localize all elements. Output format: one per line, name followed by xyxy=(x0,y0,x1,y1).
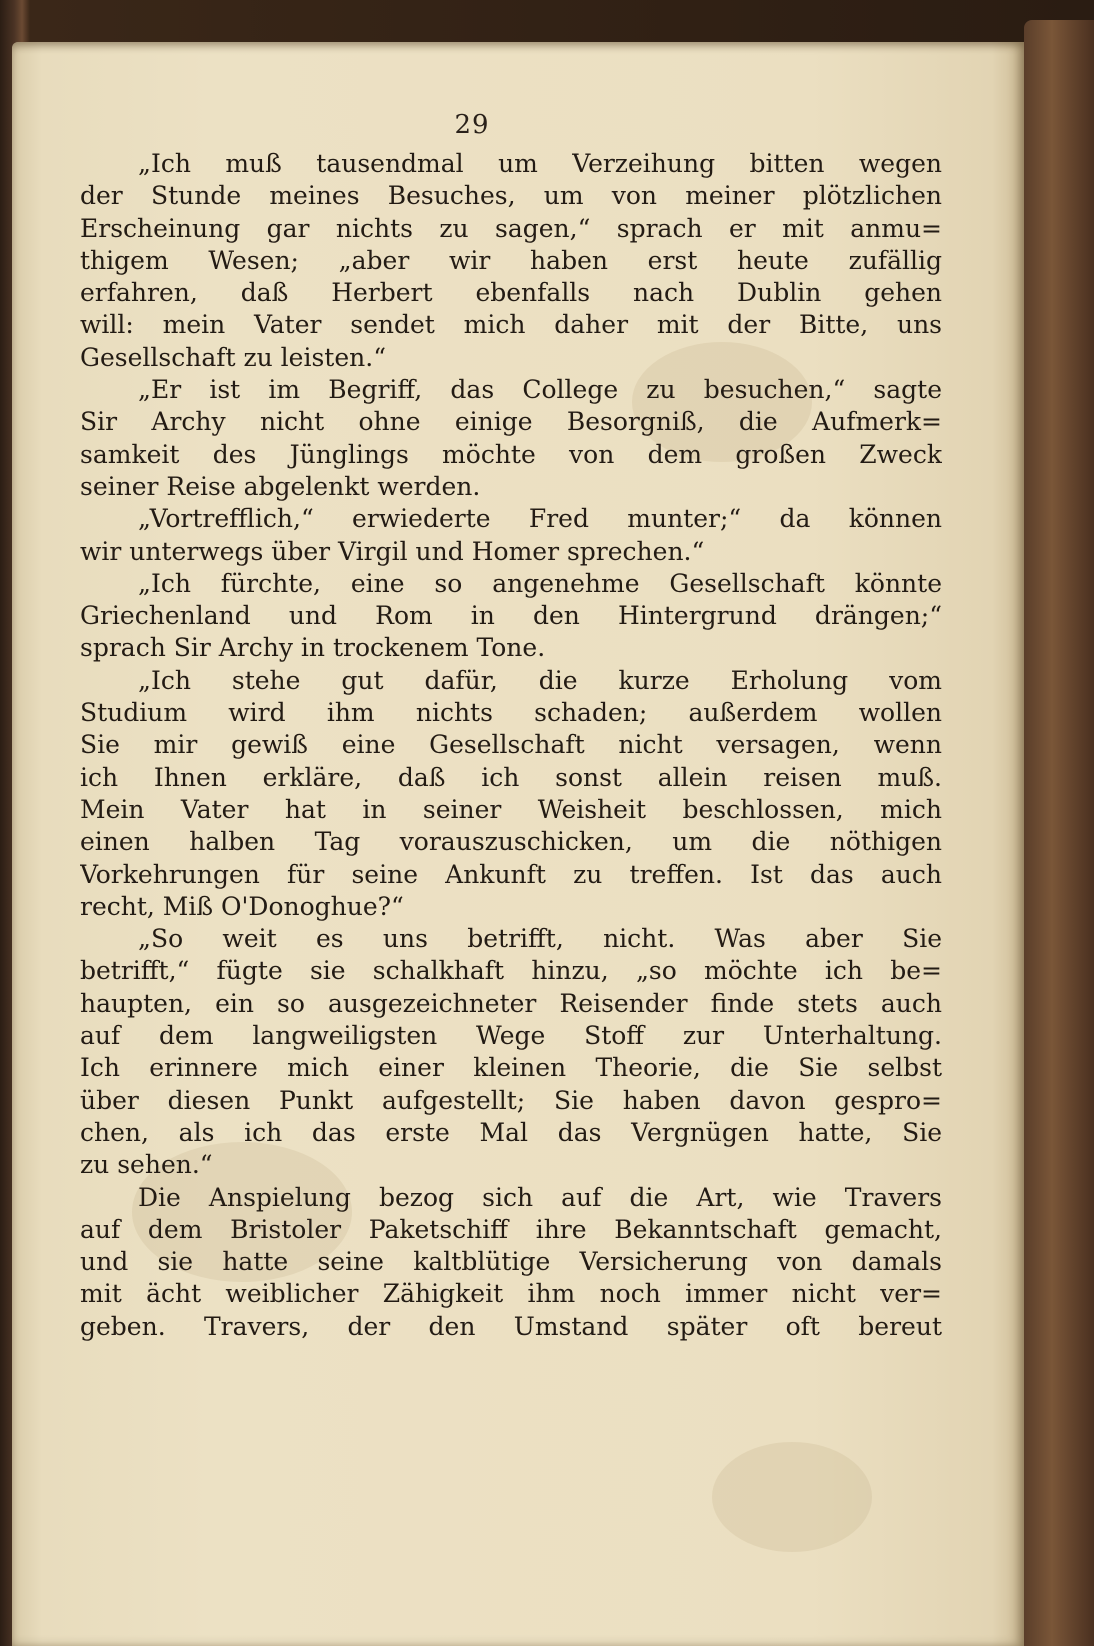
text-line: sprach Sir Archy in trockenem Tone. xyxy=(80,633,546,663)
text-line: Gesellschaft zu leisten.“ xyxy=(80,342,386,372)
text-line: betrifft,“ fügte sie schalkhaft hinzu, „so möchte ich be= xyxy=(80,956,942,986)
text-line: über diesen Punkt aufgestellt; Sie haben davon gespro= xyxy=(80,1085,942,1115)
text-line: auf dem Bristoler Paketschiff ihre Bekanntschaft gemacht, xyxy=(80,1214,942,1244)
text-line: Ich erinnere mich einer kleinen Theorie, die Sie selbst xyxy=(80,1053,942,1083)
book-page xyxy=(12,42,1024,1646)
text-line: „Vortrefflich,“ erwiederte Fred munter;“ da können xyxy=(138,504,942,534)
text-line: geben. Travers, der den Umstand später oft bereut xyxy=(80,1311,942,1341)
text-line: will: mein Vater sendet mich daher mit der Bitte, uns xyxy=(80,310,942,340)
paper-stain xyxy=(712,1442,872,1552)
text-line: „Ich fürchte, eine so angenehme Gesellschaft könnte xyxy=(138,568,942,598)
text-line: mit ächt weiblicher Zähigkeit ihm noch immer nicht ver= xyxy=(80,1279,942,1309)
book-cover-edge xyxy=(1024,20,1094,1646)
text-line: Mein Vater hat in seiner Weisheit beschlossen, mich xyxy=(80,794,942,824)
text-line: wir unterwegs über Virgil und Homer sprechen.“ xyxy=(80,536,705,566)
text-line: Sir Archy nicht ohne einige Besorgniß, die Aufmerk= xyxy=(80,407,942,437)
text-line: „Er ist im Begriff, das College zu besuchen,“ sagte xyxy=(138,375,942,405)
text-line: Vorkehrungen für seine Ankunft zu treffen. Ist das auch xyxy=(80,859,942,889)
text-line: chen, als ich das erste Mal das Vergnügen hatte, Sie xyxy=(80,1117,942,1147)
text-line: „So weit es uns betrifft, nicht. Was aber Sie xyxy=(138,924,942,954)
text-line: haupten, ein so ausgezeichneter Reisender finde stets auch xyxy=(80,988,942,1018)
text-line: ich Ihnen erkläre, daß ich sonst allein reisen muß. xyxy=(80,762,942,792)
text-line: recht, Miß O'Donoghue?“ xyxy=(80,891,404,921)
text-line: thigem Wesen; „aber wir haben erst heute zufällig xyxy=(80,245,942,275)
text-line: zu sehen.“ xyxy=(80,1150,213,1180)
text-line: einen halben Tag vorauszuschicken, um die nöthigen xyxy=(80,827,942,857)
text-line: „Ich muß tausendmal um Verzeihung bitten wegen xyxy=(138,149,942,178)
text-line: auf dem langweiligsten Wege Stoff zur Unterhaltung. xyxy=(80,1021,942,1051)
text-line: Die Anspielung bezog sich auf die Art, wie Travers xyxy=(138,1182,942,1212)
text-line: und sie hatte seine kaltblütige Versicherung von damals xyxy=(80,1247,942,1277)
body-text xyxy=(80,148,942,1343)
page-number: 29 xyxy=(454,110,490,140)
text-line: „Ich stehe gut dafür, die kurze Erholung vom xyxy=(138,665,942,695)
text-line: Studium wird ihm nichts schaden; außerdem wollen xyxy=(80,698,942,728)
text-line: Erscheinung gar nichts zu sagen,“ sprach er mit anmu= xyxy=(80,213,942,243)
text-line: Griechenland und Rom in den Hintergrund drängen;“ xyxy=(80,601,942,631)
text-line: seiner Reise abgelenkt werden. xyxy=(80,471,481,501)
text-line: der Stunde meines Besuches, um von meiner plötzlichen xyxy=(80,181,942,211)
text-line: Sie mir gewiß eine Gesellschaft nicht versagen, wenn xyxy=(80,730,942,760)
text-line: samkeit des Jünglings möchte von dem großen Zweck xyxy=(80,439,942,469)
text-line: erfahren, daß Herbert ebenfalls nach Dublin gehen xyxy=(80,278,942,308)
